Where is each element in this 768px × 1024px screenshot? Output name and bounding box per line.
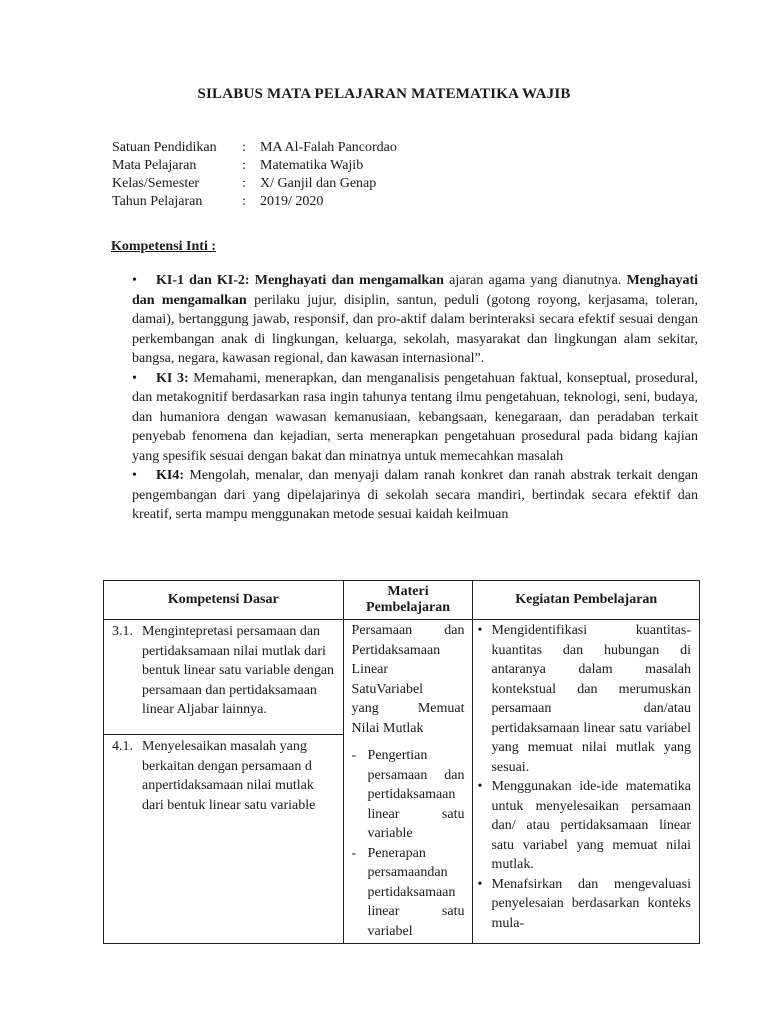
materi-line: Pertidaksamaan xyxy=(351,642,441,658)
info-separator: : xyxy=(242,140,246,155)
ki-emphasis: Menghayati dan mengamalkan xyxy=(254,273,444,288)
info-row xyxy=(112,175,397,193)
header-kegiatan: Kegiatan Pembelajaran xyxy=(473,581,700,620)
ki-list xyxy=(132,271,698,525)
bullet-icon: • xyxy=(477,876,483,892)
ki-text: perilaku jujur, disiplin, santun, peduli (gotong royong, kerjasama, toleran, damai), bertanggung jawab, responsif, dan pro-aktif dalam berinteraksi secara efektif sesuai dengan perkembangan anak di lingkungan, keluarga, sekolah, masyarakat dan lingkungan alam sekitar, bangsa, negara, kawasan regional, dan kawasan internasional”. xyxy=(132,292,698,366)
identity-table xyxy=(112,139,397,211)
kd-number: 3.1. xyxy=(112,624,133,639)
ki-item-3 xyxy=(132,369,698,467)
page-title: SILABUS MATA PELAJARAN MATEMATIKA WAJIB xyxy=(197,86,571,102)
info-value: X/ Ganjil dan Genap xyxy=(260,176,377,191)
info-label: Mata Pelajaran xyxy=(112,158,197,173)
kd-number: 4.1. xyxy=(112,739,133,754)
header-materi xyxy=(343,581,473,620)
kd-4-1 xyxy=(104,735,344,944)
ki-heading: Kompetensi Inti : xyxy=(111,239,216,254)
materi-word: Persamaan xyxy=(351,623,413,638)
ki-text: Memahami, menerapkan, dan menganalisis pengetahuan faktual, konseptual, prosedural, dan metakognitif berdasarkan rasa ingin tahunya tentang ilmu pengetahuan, teknologi, seni, budaya, dan humaniora dengan wawasan kemanusiaan, kebangsaan, kenegaraan, dan peradaban terkait penyebab fenomena dan kejadian, serta menerapkan pengetahuan prosedural pada bidang kajian yang spesifik sesuai dengan bakat dan minatnya untuk memecahkan masalah xyxy=(132,370,699,464)
bullet-icon: • xyxy=(477,779,483,794)
ki-text: ajaran agama yang dianutnya. xyxy=(443,273,622,288)
materi-subitem-text: Penerapan persamaandan pertidaksamaan linear satu variabel xyxy=(367,845,465,939)
kd-3-1 xyxy=(104,620,344,735)
bullet-icon: • xyxy=(477,623,483,638)
kegiatan-item xyxy=(477,621,691,777)
materi-word: dan xyxy=(444,623,465,638)
materi-cell xyxy=(343,620,473,944)
kegiatan-cell xyxy=(473,620,700,944)
header-materi-line: Pembelajaran xyxy=(366,600,450,615)
materi-line xyxy=(352,621,465,641)
info-value: Matematika Wajib xyxy=(260,158,364,173)
info-separator: : xyxy=(242,176,246,191)
dash-icon: - xyxy=(351,748,357,763)
info-label: Kelas/Semester xyxy=(112,176,200,191)
bullet-icon: • xyxy=(132,273,137,288)
kd-text: Mengintepretasi persamaan dan pertidaksamaan nilai mutlak dari bentuk linear satu variable dengan persamaan dan pertidaksamaan linear Aljabar lainnya. xyxy=(142,624,335,717)
ki-label: KI-1 dan KI-2: xyxy=(156,273,250,288)
kegiatan-text: Menafsirkan dan mengevaluasi penyelesaian berdasarkan konteks mula- xyxy=(491,876,691,931)
bullet-icon: • xyxy=(132,468,137,483)
kegiatan-text: Mengidentifikasi kuantitas-kuantitas dan hubungan di antaranya dalam masalah kontekstual dan merumuskan persamaan dan/atau pertidaksamaan linear satu variabel yang memuat nilai mutlak yang sesuai. xyxy=(491,623,691,775)
info-label: Satuan Pendidikan xyxy=(112,140,217,155)
dash-icon: - xyxy=(351,845,357,861)
ki-item-1-2 xyxy=(132,271,698,369)
info-separator: : xyxy=(242,158,246,173)
materi-line: SatuVariabel xyxy=(351,681,424,697)
ki-item-4 xyxy=(132,466,698,525)
header-materi-line: Materi xyxy=(387,584,429,599)
materi-word: Memuat xyxy=(417,701,465,716)
ki-text: Mengolah, menalar, dan menyaji dalam ranah konkret dan ranah abstrak terkait dengan pengembangan dari yang dipelajarinya di sekolah secara mandiri, bertindak secara efektif dan kreatif, serta mampu menggunakan metode sesuai kaidah keilmuan xyxy=(132,468,698,522)
info-value: 2019/ 2020 xyxy=(260,194,324,209)
syllabus-table xyxy=(103,580,700,944)
bullet-icon: • xyxy=(132,370,137,386)
materi-subitem xyxy=(352,746,465,844)
kegiatan-item xyxy=(477,875,691,934)
kegiatan-text: Menggunakan ide-ide matematika untuk menyelesaikan persamaan dan/ atau pertidaksamaan linear satu variabel yang memuat nilai mutlak. xyxy=(491,779,691,872)
ki-label: KI4: xyxy=(156,468,184,483)
materi-line xyxy=(352,699,465,719)
info-row xyxy=(112,139,397,157)
materi-word: yang xyxy=(351,701,379,716)
info-label: Tahun Pelajaran xyxy=(112,194,203,209)
info-value: MA Al-Falah Pancordao xyxy=(260,140,397,155)
ki-label: KI 3: xyxy=(156,370,189,386)
table-row xyxy=(104,620,700,735)
header-kompetensi-dasar: Kompetensi Dasar xyxy=(104,581,344,620)
materi-subitem-text: Pengertian persamaan dan pertidaksamaan linear satu variable xyxy=(367,748,465,841)
ki-emphasis: Menghayati dan mengamalkan xyxy=(132,273,699,308)
kd-text: Menyelesaikan masalah yang berkaitan dengan persamaan d anpertidaksamaan nilai mutlak dari bentuk linear satu variable xyxy=(142,739,316,813)
materi-line: Linear xyxy=(351,662,389,677)
table-header-row xyxy=(104,581,700,620)
materi-line: Nilai Mutlak xyxy=(351,720,424,736)
materi-subitem xyxy=(352,844,465,942)
info-separator: : xyxy=(242,194,246,209)
kegiatan-item xyxy=(477,777,691,875)
info-row xyxy=(112,157,397,175)
info-row xyxy=(112,193,397,211)
